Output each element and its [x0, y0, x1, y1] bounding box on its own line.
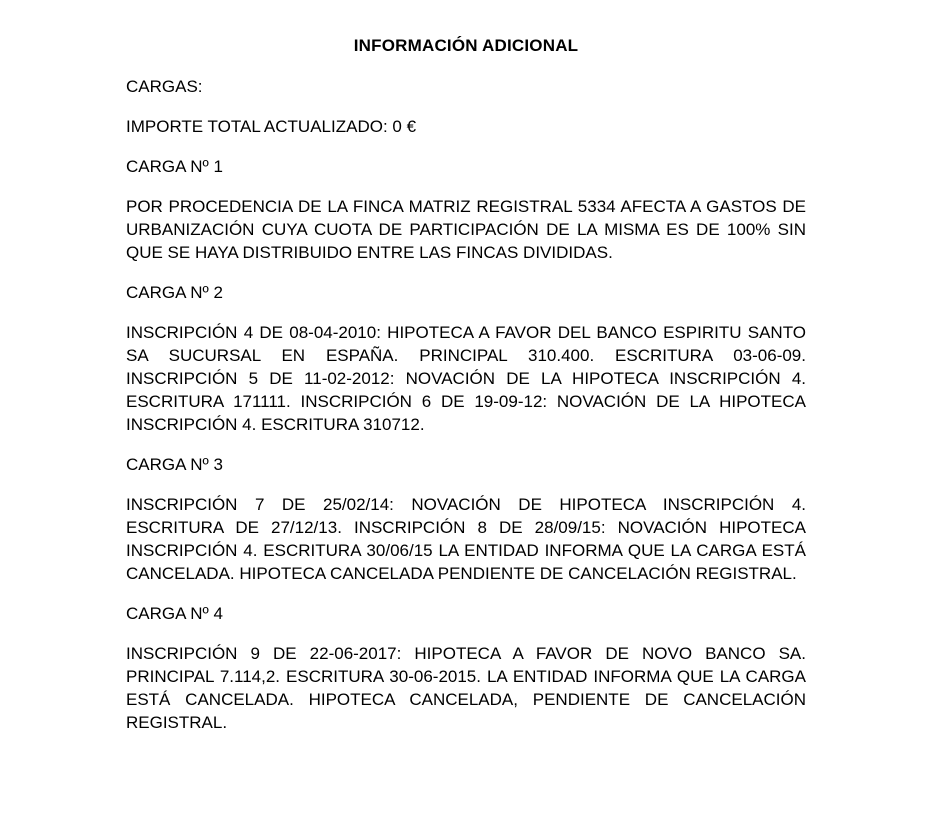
carga-1-heading: CARGA Nº 1: [126, 157, 223, 176]
carga-3-description: INSCRIPCIÓN 7 DE 25/02/14: NOVACIÓN DE HIPOTECA INSCRIPCIÓN 4. ESCRITURA DE 27/12/13. INSCRIPCIÓN 8 DE 28/09/15: NOVACIÓN HIPOTECA INSCRIPCIÓN 4. ESCRITURA 30/06/15 LA ENTIDAD INFORMA QUE LA CARGA ESTÁ CANCELADA. HIPOTECA CANCELADA PENDIENTE DE CANCELACIÓN REGISTRAL.: [126, 495, 806, 583]
carga-4-heading: CARGA Nº 4: [126, 604, 223, 623]
carga-1-description: POR PROCEDENCIA DE LA FINCA MATRIZ REGISTRAL 5334 AFECTA A GASTOS DE URBANIZACIÓN CUYA CUOTA DE PARTICIPACIÓN DE LA MISMA ES DE 100% SIN QUE SE HAYA DISTRIBUIDO ENTRE LAS FINCAS DIVIDIDAS.: [126, 197, 806, 262]
importe-total-line: IMPORTE TOTAL ACTUALIZADO: 0 €: [126, 117, 417, 136]
carga-2-heading: CARGA Nº 2: [126, 283, 223, 302]
carga-2-description: INSCRIPCIÓN 4 DE 08-04-2010: HIPOTECA A FAVOR DEL BANCO ESPIRITU SANTO SA SUCURSAL EN ESPAÑA. PRINCIPAL 310.400. ESCRITURA 03-06-09. INSCRIPCIÓN 5 DE 11-02-2012: NOVACIÓN DE LA HIPOTECA INSCRIPCIÓN 4. ESCRITURA 171111. INSCRIPCIÓN 6 DE 19-09-12: NOVACIÓN DE LA HIPOTECA INSCRIPCIÓN 4. ESCRITURA 310712.: [126, 323, 806, 434]
document-title: INFORMACIÓN ADICIONAL: [353, 36, 579, 55]
cargas-label: CARGAS:: [126, 77, 203, 96]
carga-4-description: INSCRIPCIÓN 9 DE 22-06-2017: HIPOTECA A FAVOR DE NOVO BANCO SA. PRINCIPAL 7.114,2. ESCRITURA 30-06-2015. LA ENTIDAD INFORMA QUE LA CARGA ESTÁ CANCELADA. HIPOTECA CANCELADA, PENDIENTE DE CANCELACIÓN REGISTRAL.: [126, 644, 806, 732]
carga-3-heading: CARGA Nº 3: [126, 455, 223, 474]
